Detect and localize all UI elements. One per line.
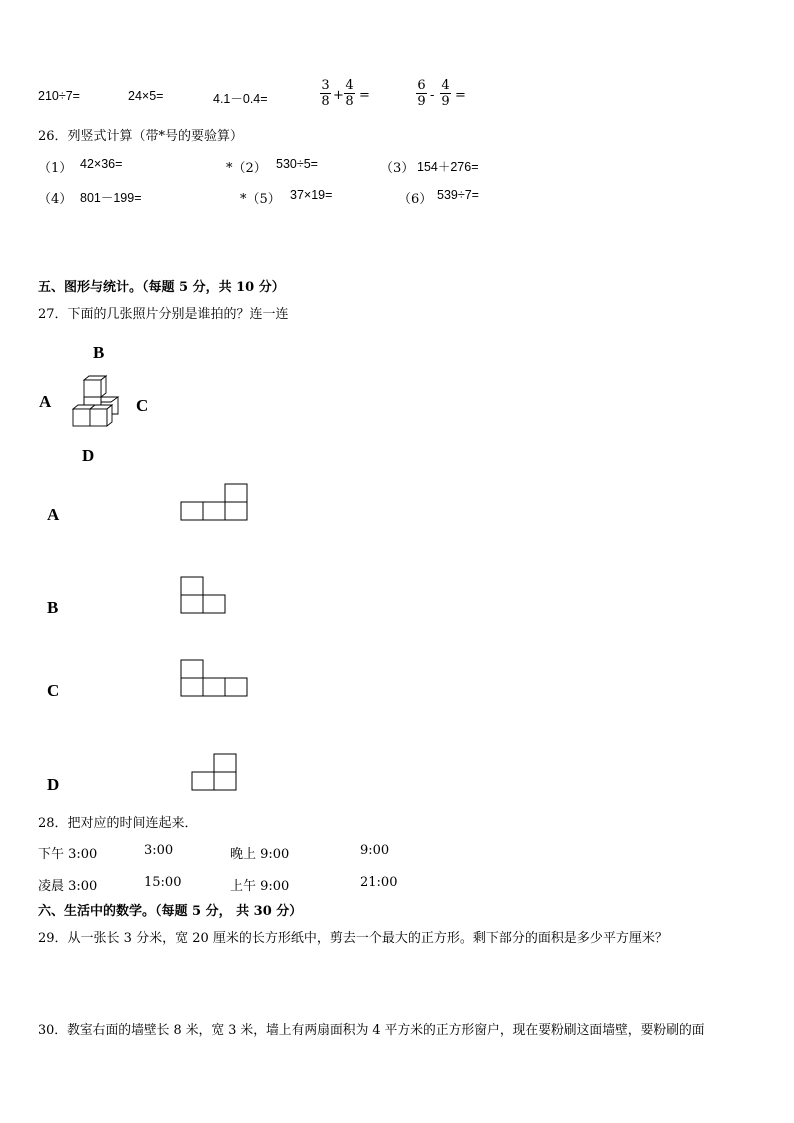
q26-item-3-expr: 154＋276= (417, 160, 479, 174)
oral-item-1: 210÷7= (38, 89, 80, 103)
q26-item-1-expr: 42×36= (80, 157, 123, 171)
viewpoint-label-c: C (136, 396, 149, 415)
cube-stack-figure (70, 376, 120, 432)
q28-title: 28．把对应的时间连起来． (38, 816, 198, 831)
oral-item-3: 4.1－0.4= (213, 92, 268, 106)
oral-item-2: 24×5= (128, 89, 164, 103)
q26-title: 26．列竖式计算（带*号的要验算） (38, 129, 244, 144)
q26-item-6-label: （6） (398, 192, 433, 207)
q26-item-5-expr: 37×19= (290, 188, 333, 202)
time-row2-col1: 凌晨 3:00 (38, 879, 98, 894)
q30-text: 30．教室右面的墙壁长 8 米，宽 3 米，墙上有两扇面积为 4 平方米的正方形窗户，现在要粉刷这面墙壁，要粉刷的面 (38, 1023, 705, 1038)
q26-item-5-label: *（5） (240, 192, 281, 207)
time-row1-col3: 晚上 9:00 (230, 847, 290, 862)
fraction-4-9: 4 9 (441, 78, 450, 109)
view-d-shape (191, 753, 239, 791)
time-row1-col1: 下午 3:00 (38, 847, 98, 862)
viewpoint-label-a: A (39, 392, 52, 411)
plus-sign: + (333, 88, 344, 103)
q26-item-4-label: （4） (38, 192, 73, 207)
time-row2-col2: 15:00 (144, 875, 182, 890)
fraction-4-8: 4 8 (345, 78, 354, 109)
q26-item-2-label: *（2） (226, 161, 267, 176)
viewpoint-label-b: B (93, 343, 105, 362)
fraction-6-9: 6 9 (417, 78, 426, 109)
time-row2-col3: 上午 9:00 (230, 879, 290, 894)
viewpoint-label-d: D (82, 446, 95, 465)
q26-item-4-expr: 801－199= (80, 191, 142, 205)
equals-sign: = (359, 88, 370, 103)
minus-sign: - (430, 88, 435, 103)
view-a-shape (180, 483, 250, 521)
view-c-label: C (47, 681, 60, 700)
fraction-3-8: 3 8 (321, 78, 330, 109)
view-d-label: D (47, 775, 60, 794)
q26-item-1-label: （1） (38, 161, 73, 176)
q26-item-3-label: （3） (380, 161, 415, 176)
q29-text: 29．从一张长 3 分米，宽 20 厘米的长方形纸中，剪去一个最大的正方形。剩下部分的面积是多少平方厘米？ (38, 931, 668, 946)
section5-title: 五、图形与统计。（每题 5 分，共 10 分） (38, 280, 285, 295)
view-b-label: B (47, 598, 59, 617)
q27-title: 27．下面的几张照片分别是谁拍的？连一连 (38, 307, 289, 322)
view-a-label: A (47, 505, 60, 524)
view-c-shape (180, 659, 250, 697)
time-row1-col4: 9:00 (360, 843, 390, 858)
q26-item-2-expr: 530÷5= (276, 157, 318, 171)
view-b-shape (180, 576, 228, 614)
q26-item-6-expr: 539÷7= (437, 188, 479, 202)
time-row2-col4: 21:00 (360, 875, 398, 890)
equals-sign: = (455, 88, 466, 103)
time-row1-col2: 3:00 (144, 843, 174, 858)
section6-title: 六、生活中的数学。（每题 5 分， 共 30 分） (38, 904, 303, 919)
